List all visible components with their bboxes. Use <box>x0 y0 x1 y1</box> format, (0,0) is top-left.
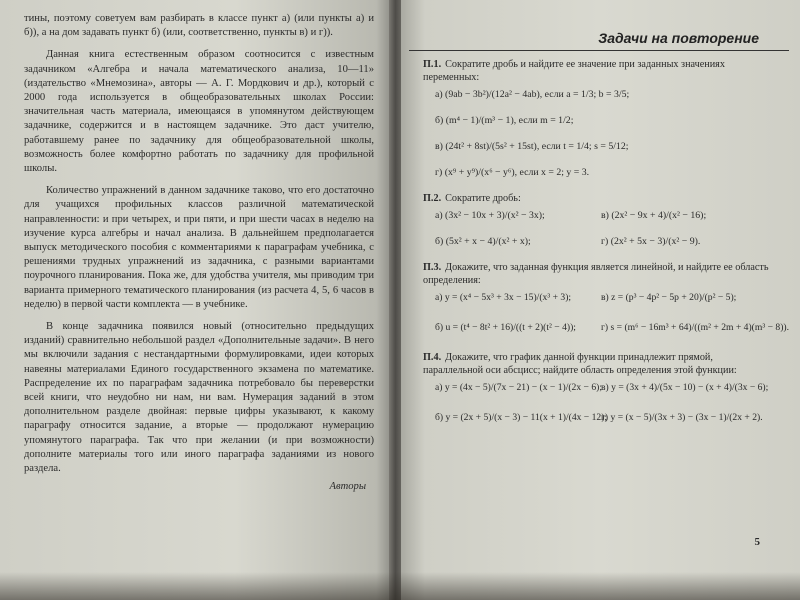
exercise-item: а) (9ab − 3b²)/(12a² − 4ab), если a = 1/3; b = 3/5; <box>435 89 630 100</box>
problem-statement <box>423 261 773 287</box>
exercise-row <box>423 411 773 441</box>
problem-number: П.3. <box>423 262 442 273</box>
left-page-text <box>24 12 374 495</box>
exercise-row <box>423 209 773 235</box>
problem-text: Докажите, что график данной функции принадлежит прямой, параллельной оси абсцисс; найдите область определения этой функции: <box>423 352 737 376</box>
exercise-row <box>423 88 773 114</box>
problem-text: Докажите, что заданная функция является линейной, и найдите ее область определения: <box>423 262 769 286</box>
problem-number: П.1. <box>423 59 442 70</box>
exercise-item: г) y = (x − 5)/(3x + 3) − (3x − 1)/(2x + 2). <box>601 412 763 423</box>
problem-statement <box>423 58 773 84</box>
exercise-item: в) z = (p³ − 4p² − 5p + 20)/(p² − 5); <box>601 292 737 303</box>
exercise-item: б) (5x² + x − 4)/(x² + x); <box>435 236 531 247</box>
exercise-item: б) y = (2x + 5)/(x − 3) − 11(x + 1)/(4x − 12); <box>435 412 608 423</box>
left-page <box>0 0 392 600</box>
problem-text: Сократите дробь и найдите ее значение при заданных значениях переменных: <box>423 59 725 83</box>
page-number: 5 <box>754 536 760 548</box>
right-page <box>401 0 800 600</box>
paragraph: Данная книга естественным образом соотносится с известным задачником «Алгебра и начала математического анализа, 10—11» (издательство «Мнемозина», авторы — А. Г. Мордкович и др.), который с 2000 года используется в общеобразовательных школах России: значительная часть материала, имеющаяся в упомянутом действующем задачнике, содержится и в настоящем задачнике. Это даст учителю, работавшему ранее по задачнику для общеобразовательной школы, возможность более комфортно работать по задачнику для профильной школы. <box>24 49 374 175</box>
page-header <box>409 28 789 51</box>
problems-list <box>423 58 789 441</box>
exercise-item: а) (3x² − 10x + 3)/(x² − 3x); <box>435 210 545 221</box>
problem-text: Сократите дробь: <box>445 193 521 204</box>
problem-number: П.4. <box>423 352 442 363</box>
exercise-item: в) (2x² − 9x + 4)/(x² − 16); <box>601 210 707 221</box>
exercise-item: а) y = (4x − 5)/(7x − 21) − (x − 1)/(2x − 6); <box>435 382 603 393</box>
paragraph: тины, поэтому советуем вам разбирать в классе пункт а) (или пункты а) и б)), а на дом задавать пункт б) (или, соответственно, пункты в) и г)). <box>24 13 374 39</box>
exercise-item: г) (x⁹ + y⁹)/(x⁶ − y⁶), если x = 2; y = 3. <box>435 167 590 178</box>
exercise-item: г) s = (m⁶ − 16m³ + 64)/((m² + 2m + 4)(m³ − 8)). <box>601 322 789 333</box>
exercise-item: а) y = (x⁴ − 5x³ + 3x − 15)/(x³ + 3); <box>435 292 572 303</box>
exercise-item: б) u = (t⁴ − 8t² + 16)/((t + 2)(t² − 4)); <box>435 322 576 333</box>
paragraph: Количество упражнений в данном задачнике таково, что его достаточно для учащихся профильных классов различной математической направленности: и при четырех, и при пяти, и при шести часах в неделю на изучение курса алгебры и начал анализа. В дальнейшем предполагается выпуск методического пособия с комментариями к параграфам учебника, с решениями трудных упражнений из задачника, с разными вариантами поурочного планирования. Пока же, для удобства учителя, мы приводим три варианта примерного тематического планирования (из расчета 4, 5, 6 часов в неделю) в первой части комплекта — в учебнике. <box>24 185 374 310</box>
paragraph: В конце задачника появился новый (относительно предыдущих изданий) сравнительно небольшой раздел «Дополнительные задачи». В него мы включили задания с нестандартными формулировками, идеи которых навеяны материалами Единого государственного экзамена по математике. Распределение их по параграфам задачника потребовало бы переверстки всей книги, что неудобно ни нам, ни вам. Нумерация заданий в этом дополнительном разделе двойная: первые цифры указывают, к какому параграфу относится задание, а вторые — продолжают нумерацию упомянутого параграфа. Так что при желании (и при возможности) дополните материалы того или иного параграфа заданиями из нового раздела. <box>24 321 374 475</box>
problem-statement <box>423 192 773 205</box>
exercise-item: г) (2x² + 5x − 3)/(x² − 9). <box>601 236 701 247</box>
exercise-item: б) (m⁴ − 1)/(m³ − 1), если m = 1/2; <box>435 115 574 126</box>
exercise-item: в) y = (3x + 4)/(5x − 10) − (x + 4)/(3x − 6); <box>601 382 769 393</box>
exercise-row <box>423 381 773 411</box>
exercise-row <box>423 235 773 261</box>
problem-statement <box>423 351 773 377</box>
section-title: Задачи на повторение <box>598 30 759 46</box>
signature: Авторы <box>329 481 366 493</box>
exercise-row <box>423 166 773 192</box>
exercise-item: в) (24t² + 8st)/(5s² + 15st), если t = 1/4; s = 5/12; <box>435 141 629 152</box>
exercise-row <box>423 140 773 166</box>
shadow <box>0 572 800 600</box>
exercise-row <box>423 114 773 140</box>
exercise-row <box>423 291 773 321</box>
problem-number: П.2. <box>423 193 442 204</box>
exercise-row <box>423 321 789 351</box>
